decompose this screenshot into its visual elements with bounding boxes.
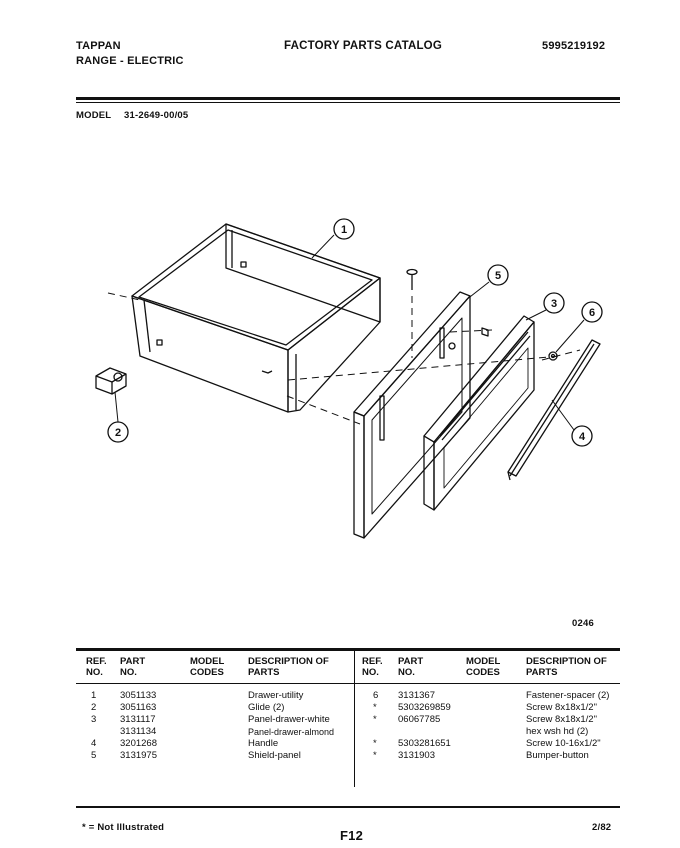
model-number: 31-2649-00/05	[124, 110, 189, 121]
drawer-utility	[132, 224, 380, 412]
col-header-ref-no: REF. NO.	[86, 656, 107, 678]
table-header-rule	[76, 683, 620, 684]
col-header-part-no: PART NO.	[120, 656, 146, 678]
col-header-model-codes: MODEL CODES	[190, 656, 225, 678]
model-label: MODEL	[76, 110, 112, 121]
page-number: F12	[340, 828, 364, 843]
shield-panel	[354, 292, 470, 538]
table-rule-top	[76, 648, 620, 651]
glide	[96, 368, 126, 394]
fastener	[482, 328, 488, 336]
table-divider	[354, 651, 355, 787]
callout-6	[556, 302, 602, 352]
col-header-description: DESCRIPTION OF PARTS	[248, 656, 329, 678]
callout-2	[108, 392, 128, 442]
callout-3	[526, 293, 564, 320]
catalog-number: 5995219192	[542, 40, 606, 52]
callout-5	[466, 265, 508, 300]
callout-1	[312, 219, 354, 258]
svg-text:5: 5	[494, 270, 502, 282]
footer-rule	[76, 806, 620, 808]
col-header-ref-no-right: REF. NO.	[362, 656, 383, 678]
col-header-model-codes-right: MODEL CODES	[466, 656, 501, 678]
svg-text:1: 1	[340, 224, 348, 236]
svg-text:2: 2	[114, 427, 122, 439]
svg-text:4: 4	[578, 431, 586, 443]
col-header-part-no-right: PART NO.	[398, 656, 424, 678]
callout-4	[552, 400, 592, 446]
revision-date: 2/82	[592, 822, 612, 833]
figure-code: 0246	[572, 618, 594, 629]
brand-name: TAPPAN	[76, 40, 121, 52]
catalog-title: FACTORY PARTS CATALOG	[284, 40, 442, 52]
footnote: * = Not Illustrated	[82, 822, 165, 833]
handle	[508, 340, 600, 480]
svg-text:6: 6	[588, 307, 596, 319]
svg-text:3: 3	[550, 298, 558, 310]
screw	[407, 270, 417, 291]
col-header-description-right: DESCRIPTION OF PARTS	[526, 656, 607, 678]
product-type: RANGE - ELECTRIC	[76, 55, 184, 67]
